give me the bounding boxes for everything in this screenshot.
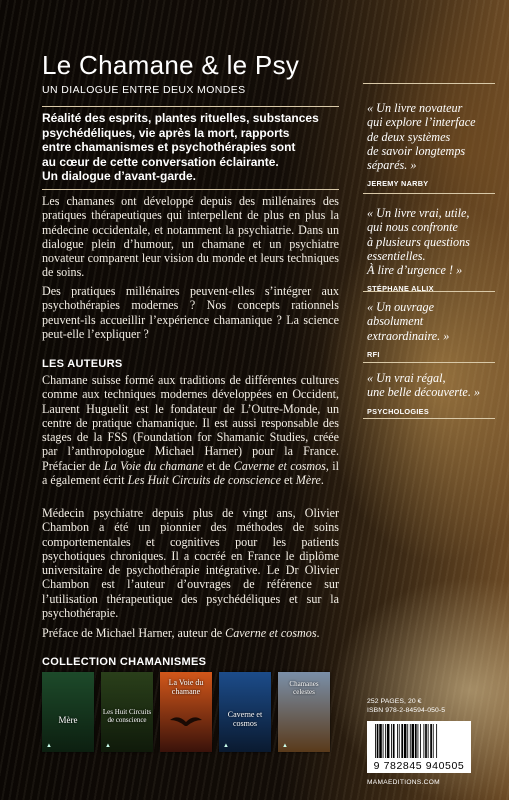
preface-note: Préface de Michael Harner, auteur de Caverne et cosmos. xyxy=(42,626,320,640)
book-cover-caverne-et-cosmos: Caverne et cosmos ▲ xyxy=(219,672,271,752)
page-count-price: 252 PAGES, 20 € xyxy=(367,698,422,705)
collection-heading: COLLECTION CHAMANISMES xyxy=(42,656,207,668)
description-paragraph-1: Les chamanes ont développé depuis des millénaires des pratiques thérapeutiques qui interpellent de plus en plus la médecine occidentale, et notamment la psychiatrie. Dans un dialogue plein d’humour, un chamane et un psychiatre novateur comparent leur vision du monde et leurs techniques de soins. xyxy=(42,194,339,280)
barcode-bars-icon xyxy=(367,724,471,764)
book-subtitle: UN DIALOGUE ENTRE DEUX MONDES xyxy=(42,84,246,96)
barcode xyxy=(367,721,471,773)
quote-author: PSYCHOLOGIES xyxy=(367,406,429,416)
author-bio-huguelit: Chamane suisse formé aux traditions de différentes cultures comme aux techniques modernes développées en Occident, Laurent Huguelit est le fondateur de L’Outre-Monde, un centre de pratique chamanique. Il est aussi responsable des stages de la FSS (Foundation for Shamanic Studies, créée par l’anthropologue Michael Harner) pour la France. Préfacier de La Voie du chamane et de Caverne et cosmos, il a également écrit Les Huit Circuits de conscience et Mère. xyxy=(42,373,340,488)
isbn: ISBN 978-2-84594-050-5 xyxy=(367,707,446,714)
book-title: Le Chamane & le Psy xyxy=(42,50,300,80)
publisher-website: MAMAEDITIONS.COM xyxy=(367,779,440,786)
eagle-icon xyxy=(170,712,202,732)
lead-line: au cœur de cette conversation éclairante. xyxy=(42,154,279,169)
book-info xyxy=(367,697,445,715)
quote-psychologies: « Un vrai régal, une belle découverte. » PSYCHOLOGIES xyxy=(367,371,495,416)
book-cover-huit-circuits: Les Huit Circuits de conscience ▲ xyxy=(101,672,153,752)
authors-heading: LES AUTEURS xyxy=(42,358,123,370)
quote-narby: « Un livre novateur qui explore l’interface de deux systèmes de savoir longtemps séparés. » JEREMY NARBY xyxy=(367,101,495,188)
barcode-number: 9 782845 940505 xyxy=(373,760,465,772)
quote-divider xyxy=(363,362,495,363)
lead-line: Réalité des esprits, plantes rituelles, substances xyxy=(42,111,319,125)
quote-divider xyxy=(363,291,495,292)
book-cover-mere: Mère ▲ xyxy=(42,672,94,752)
lead-line: psychédéliques, vie après la mort, rapports xyxy=(42,125,290,140)
quote-rfi: « Un ouvrage absolument extraordinaire. » RFI xyxy=(367,300,495,359)
quote-author: STÉPHANE ALLIX xyxy=(367,284,434,294)
quote-divider xyxy=(363,83,495,84)
description-paragraph-2: Des pratiques millénaires peuvent-elles s’intégrer aux psychothérapies modernes ? Nos concepts rationnels peuvent-ils accueillir l’expérience chamanique ? La science peut-elle l’expliquer ? xyxy=(42,284,339,341)
quote-allix: « Un livre vrai, utile, qui nous confronte à plusieurs questions essentielles. À lire d’urgence ! » STÉPHANE ALLIX xyxy=(367,206,495,293)
lead-paragraph xyxy=(42,111,342,184)
quote-divider xyxy=(363,418,495,419)
quote-author: JEREMY NARBY xyxy=(367,179,429,189)
quote-divider xyxy=(363,193,495,194)
lead-divider xyxy=(42,189,339,190)
book-cover-voie-du-chamane: La Voie du chamane xyxy=(160,672,212,752)
title-divider xyxy=(42,106,339,107)
book-cover-chamanes-celestes: Chamanes celestes ▲ xyxy=(278,672,330,752)
lead-line: entre chamanismes et psychothérapies sont xyxy=(42,140,296,155)
lead-line: Un dialogue d’avant-garde. xyxy=(42,169,197,184)
quote-author: RFI xyxy=(367,349,380,359)
author-bio-chambon: Médecin psychiatre depuis plus de vingt ans, Olivier Chambon a été un pionnier des méthodes de soins comportementales et cognitives pour les patients psychotiques chroniques. Il a cocréé en France le diplôme universitaire de psychothérapie intégrative. Le Dr Olivier Chambon est l’auteur d’ouvrages de référence sur l’utilisation thérapeutique des psychédéliques et sur la psychothérapie. xyxy=(42,506,339,621)
